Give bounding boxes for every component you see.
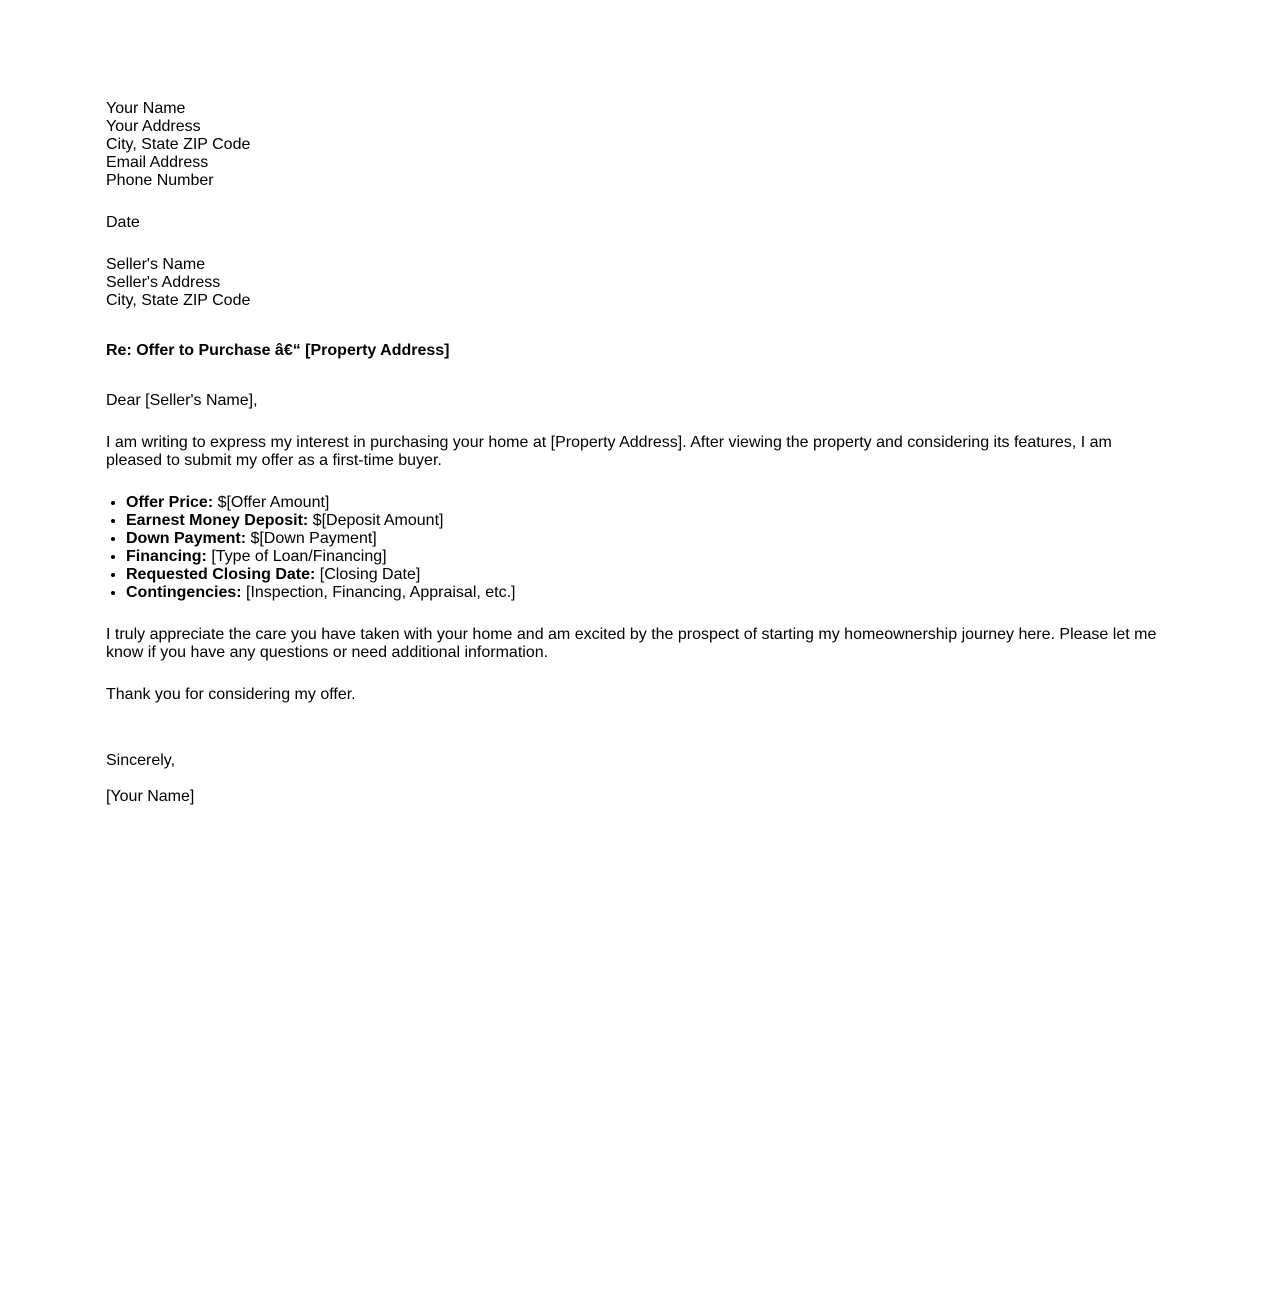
salutation: Dear [Seller's Name], bbox=[106, 392, 258, 409]
signoff: Sincerely, bbox=[106, 752, 176, 769]
term-label: Offer Price: bbox=[126, 494, 214, 511]
sender-email: Email Address bbox=[106, 154, 209, 171]
recipient-city-state-zip: City, State ZIP Code bbox=[106, 292, 251, 309]
term-label: Requested Closing Date: bbox=[126, 566, 316, 583]
intro-paragraph: I am writing to express my interest in purchasing your home at [Property Address]. After viewing the property and considering its features, I am pleased to submit my offer as a first-time buyer. bbox=[106, 434, 1112, 469]
recipient-address: Seller's Address bbox=[106, 274, 221, 291]
list-item bbox=[126, 548, 1162, 566]
term-label: Earnest Money Deposit: bbox=[126, 512, 309, 529]
sender-phone: Phone Number bbox=[106, 172, 214, 189]
sender-block bbox=[106, 100, 1162, 190]
recipient-block bbox=[106, 256, 1162, 310]
letter-date: Date bbox=[106, 214, 140, 231]
thanks-paragraph: Thank you for considering my offer. bbox=[106, 686, 356, 703]
sender-address: Your Address bbox=[106, 118, 201, 135]
term-label: Contingencies: bbox=[126, 584, 242, 601]
sender-name: Your Name bbox=[106, 100, 186, 117]
sender-city-state-zip: City, State ZIP Code bbox=[106, 136, 251, 153]
term-value: $[Down Payment] bbox=[246, 530, 377, 547]
offer-terms-list bbox=[106, 494, 1162, 602]
term-value: [Type of Loan/Financing] bbox=[206, 548, 387, 565]
term-value: $[Offer Amount] bbox=[213, 494, 330, 511]
term-value: [Closing Date] bbox=[315, 566, 421, 583]
list-item bbox=[126, 566, 1162, 584]
term-label: Financing: bbox=[126, 548, 207, 565]
term-value: $[Deposit Amount] bbox=[308, 512, 444, 529]
list-item bbox=[126, 494, 1162, 512]
list-item bbox=[126, 584, 1162, 602]
list-item bbox=[126, 530, 1162, 548]
list-item bbox=[126, 512, 1162, 530]
signature: [Your Name] bbox=[106, 788, 195, 805]
recipient-name: Seller's Name bbox=[106, 256, 206, 273]
appreciation-paragraph: I truly appreciate the care you have taken with your home and am excited by the prospect of starting my homeownership journey here. Please let me know if you have any questions or need additional information. bbox=[106, 626, 1157, 661]
term-label: Down Payment: bbox=[126, 530, 247, 547]
term-value: [Inspection, Financing, Appraisal, etc.] bbox=[241, 584, 516, 601]
subject-line: Re: Offer to Purchase â€“ [Property Address] bbox=[106, 342, 450, 359]
